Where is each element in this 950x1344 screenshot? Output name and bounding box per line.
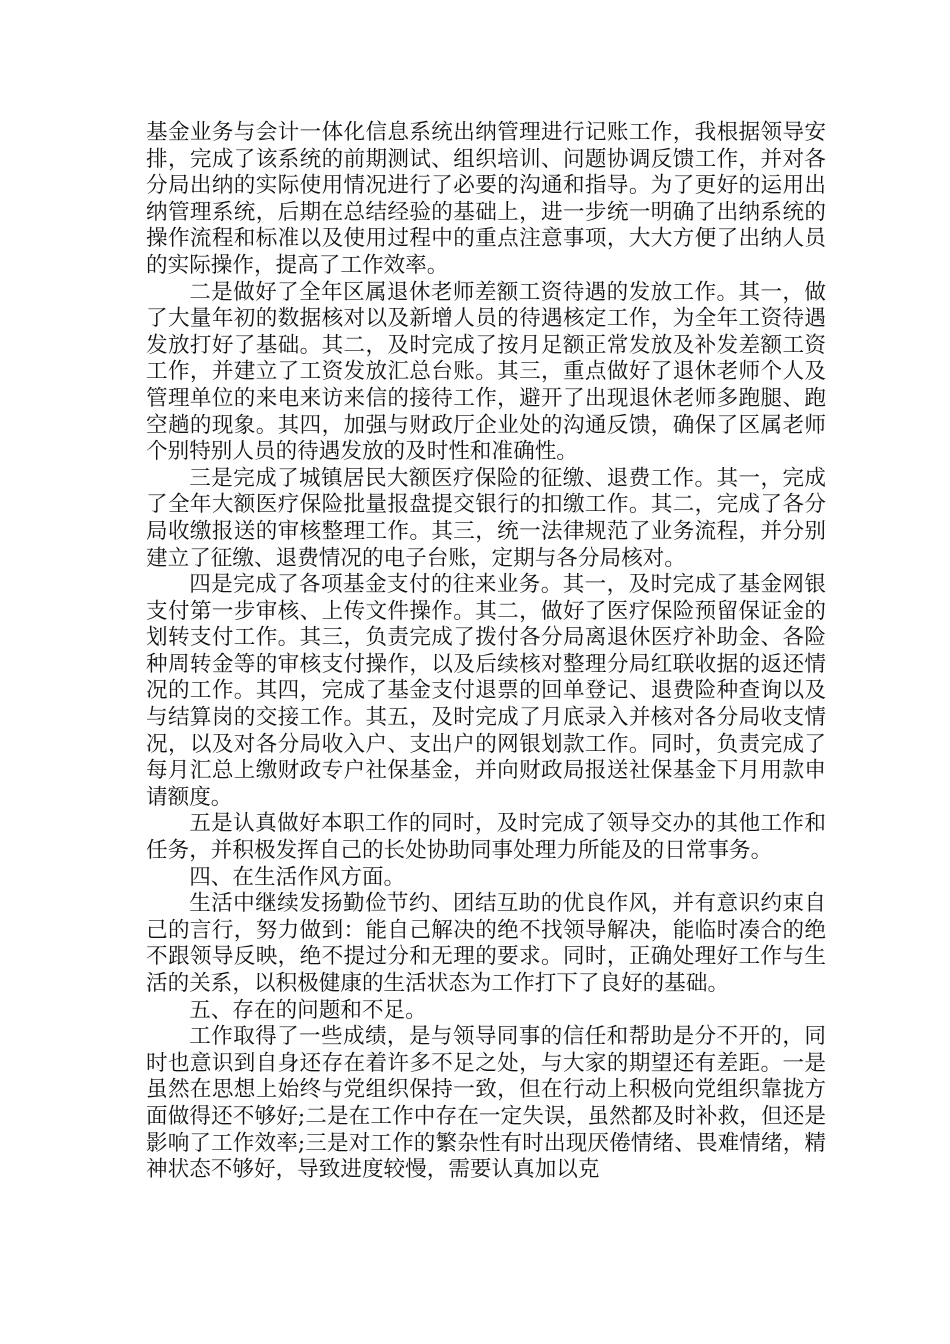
paragraph-medical-insurance: 三是完成了城镇居民大额医疗保险的征缴、退费工作。其一，完成了全年大额医疗保险批量报盘提交银行的扣缴工作。其二，完成了各分局收缴报送的审核整理工作。其三，统一法律规范了业务流程，并分别建立了征缴、退费情况的电子台账，定期与各分局核对。 xyxy=(146,465,826,571)
paragraph-lifestyle: 生活中继续发扬勤俭节约、团结互助的优良作风，并有意识约束自己的言行，努力做到：能自己解决的绝不找领导解决，能临时凑合的绝不跟领导反映，绝不提过分和无理的要求。同时，正确处理好工作与生活的关系，以积极健康的生活状态为工作打下了良好的基础。 xyxy=(146,891,826,996)
paragraph-retired-teacher-wages: 二是做好了全年区属退休老师差额工资待遇的发放工作。其一，做了大量年初的数据核对以及新增人员的待遇核定工作，为全年工资待遇发放打好了基础。其二，及时完成了按月足额正常发放及补发差额工资工作，并建立了工资发放汇总台账。其三，重点做好了退休老师个人及管理单位的来电来访来信的接待工作，避开了出现退休老师多跑腿、跑空趟的现象。其四，加强与财政厅企业处的沟通反馈，确保了区属老师个别特别人员的待遇发放的及时性和准确性。 xyxy=(146,279,826,465)
paragraph-problems: 工作取得了一些成绩，是与领导同事的信任和帮助是分不开的，同时也意识到自身还存在着许多不足之处，与大家的期望还有差距。一是虽然在思想上始终与党组织保持一致，但在行动上积极向党组织靠拢方面做得还不够好;二是在工作中存在一定失误，虽然都及时补救，但还是影响了工作效率;三是对工作的繁杂性有时出现厌倦情绪、畏难情绪，精神状态不够好，导致进度较慢，需要认真加以克 xyxy=(146,1024,826,1183)
paragraph-cashier-system: 基金业务与会计一体化信息系统出纳管理进行记账工作，我根据领导安排，完成了该系统的前期测试、组织培训、问题协调反馈工作，并对各分局出纳的实际使用情况进行了必要的沟通和指导。为了更好的运用出纳管理系统，后期在总结经验的基础上，进一步统一明确了出纳系统的操作流程和标准以及使用过程中的重点注意事项，大大方便了出纳人员的实际操作，提高了工作效率。 xyxy=(146,120,826,278)
document-body xyxy=(146,120,826,1184)
paragraph-fund-payments: 四是完成了各项基金支付的往来业务。其一，及时完成了基金网银支付第一步审核、上传文件操作。其二，做好了医疗保险预留保证金的划转支付工作。其三，负责完成了拨付各分局离退休医疗补助金、各险种周转金等的审核支付操作，以及后续核对整理分局红联收据的返还情况的工作。其四，完成了基金支付退票的回单登记、退费险种查询以及与结算岗的交接工作。其五，及时完成了月底录入并核对各分局收支情况，以及对各分局收入户、支出户的网银划款工作。同时，负责完成了每月汇总上缴财政专户社保基金，并向财政局报送社保基金下月用款申请额度。 xyxy=(146,572,826,810)
section-heading-problems: 五、存在的问题和不足。 xyxy=(189,997,427,1023)
paragraph-other-tasks: 五是认真做好本职工作的同时，及时完成了领导交办的其他工作和任务，并积极发挥自己的长处协助同事处理力所能及的日常事务。 xyxy=(146,811,826,864)
section-heading-lifestyle: 四、在生活作风方面。 xyxy=(189,864,406,890)
